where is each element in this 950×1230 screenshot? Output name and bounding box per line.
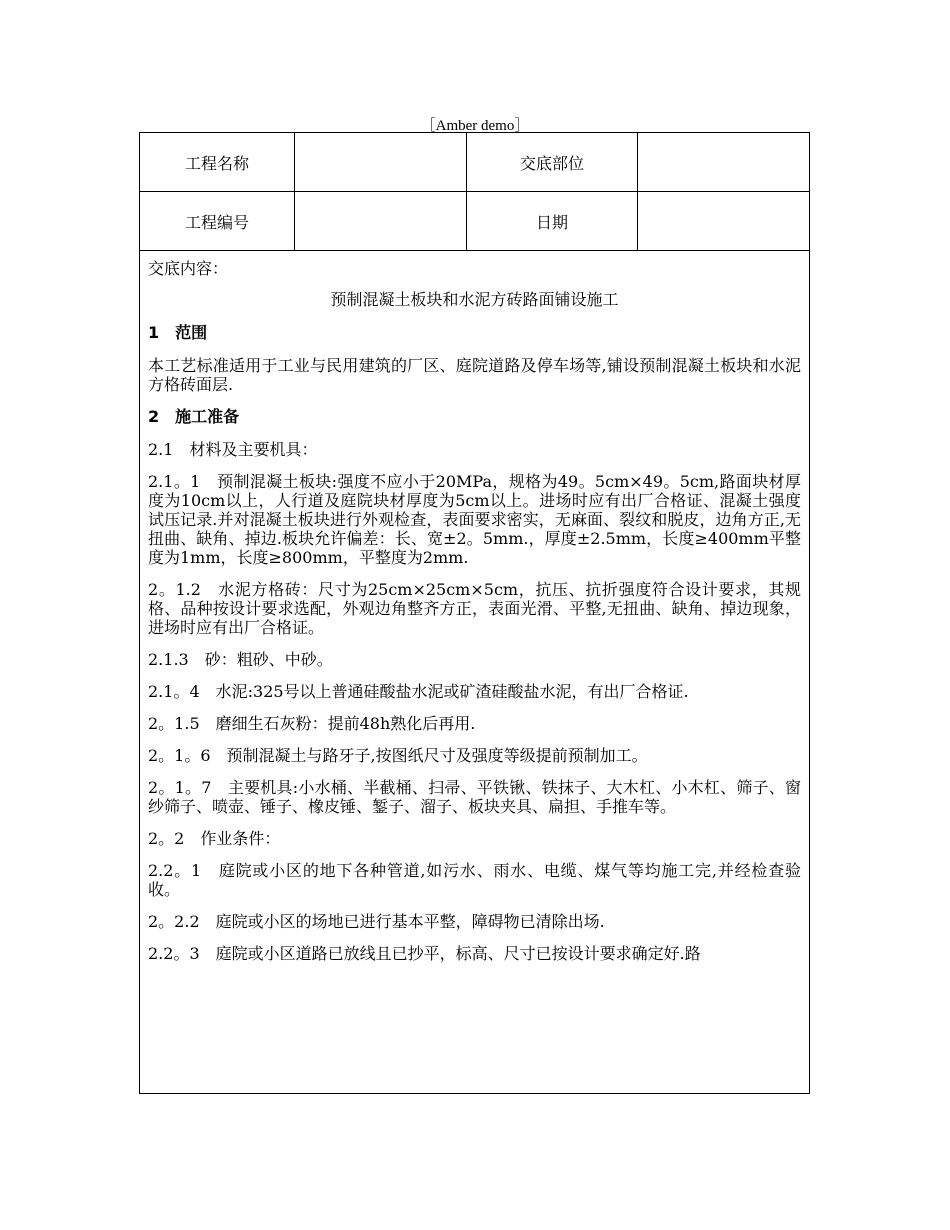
paragraph-2-1-5: 2。1.5 磨细生石灰粉：提前48h熟化后再用. [148, 714, 476, 733]
section-2-heading: 2 施工准备 [148, 407, 240, 426]
paragraph-2-1-2: 2。1.2 水泥方格砖：尺寸为25cm×25cm×5cm，抗压、抗折强度符合设计要求，其规格、品种按设计要求选配，外观边角整齐方正，表面光滑、平整,无扭曲、缺角、掉边现象，进场时应有出厂合格证。 [148, 580, 801, 637]
project-number-value[interactable] [295, 192, 467, 250]
content-title: 预制混凝土板块和水泥方砖路面铺设施工 [330, 290, 619, 309]
paragraph-2-1-6: 2。1。6 预制混凝土与路牙子,按图纸尺寸及强度等级提前预制加工。 [148, 746, 648, 765]
paragraph-2-2-3: 2.2。3 庭院或小区道路已放线且已抄平，标高、尺寸已按设计要求确定好.路 [148, 944, 701, 963]
paragraph-2-1: 2.1 材料及主要机具： [148, 440, 318, 459]
paragraph-2-2: 2。2 作业条件： [148, 829, 281, 848]
info-row-1 [140, 133, 809, 192]
project-number-label: 工程编号 [140, 192, 295, 250]
date-label: 日期 [467, 192, 638, 250]
paragraph-2-1-3: 2.1.3 砂：粗砂、中砂。 [148, 650, 333, 669]
paragraph-2-2-2: 2。2.2 庭院或小区的场地已进行基本平整，障碍物已清除出场. [148, 912, 605, 931]
paragraph-2-1-4: 2.1。4 水泥:325号以上普通硅酸盐水泥或矿渣硅酸盐水泥，有出厂合格证. [148, 682, 689, 701]
project-name-label: 工程名称 [140, 133, 295, 191]
info-row-2 [140, 192, 809, 251]
section-1-body: 本工艺标准适用于工业与民用建筑的厂区、庭院道路及停车场等,铺设预制混凝土板块和水泥方格砖面层. [148, 356, 801, 394]
paragraph-2-1-1: 2.1。1 预制混凝土板块:强度不应小于20MPa，规格为49。5cm×49。5cm,路面块材厚度为10cm以上，人行道及庭院块材厚度为5cm以上。进场时应有出厂合格证、混凝土强度试压记录.并对混凝土板块进行外观检查，表面要求密实，无麻面、裂纹和脱皮，边角方正,无扭曲、缺角、掉边.板块允许偏差：长、宽±2。5mm.，厚度±2.5mm，长度≥400mm平整度为1mm，长度≥800mm，平整度为2mm. [148, 472, 801, 567]
date-value[interactable] [638, 192, 809, 250]
location-label: 交底部位 [467, 133, 638, 191]
paragraph-2-2-1: 2.2。1 庭院或小区的地下各种管道,如污水、雨水、电缆、煤气等均施工完,并经检查验收。 [148, 861, 801, 899]
content-intro: 交底内容： [148, 259, 229, 278]
section-1-heading: 1 范围 [148, 323, 208, 342]
location-value[interactable] [638, 133, 809, 191]
paragraph-2-1-7: 2。1。7 主要机具:小水桶、半截桶、扫帚、平铁锹、铁抹子、大木杠、小木杠、筛子、窗纱筛子、喷壶、锤子、橡皮锤、錾子、溜子、板块夹具、扁担、手推车等。 [148, 778, 801, 816]
document-header-tag: ［Amber demo］ [420, 118, 530, 134]
disclosure-form [139, 132, 810, 1094]
disclosure-content [140, 251, 809, 963]
project-name-value[interactable] [295, 133, 467, 191]
